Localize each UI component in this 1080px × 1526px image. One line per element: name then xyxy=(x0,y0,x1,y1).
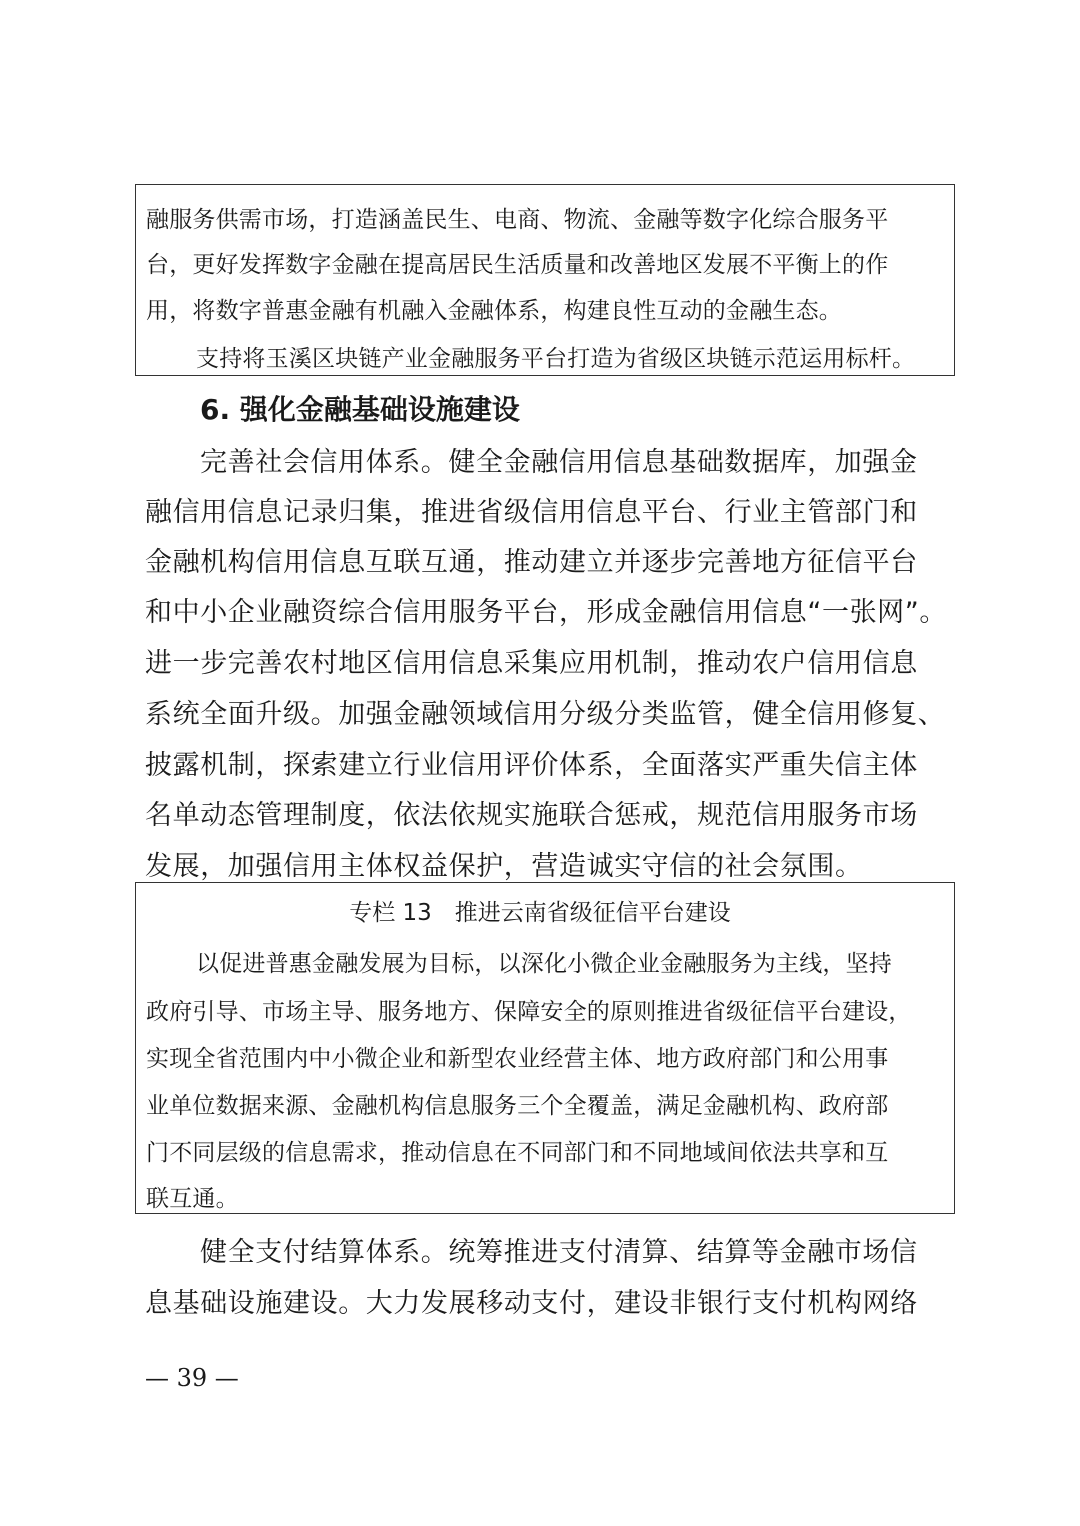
page-number: — 39 — xyxy=(145,1364,239,1392)
section-heading: 6. 强化金融基础设施建设 xyxy=(200,393,520,426)
box1-line-1: 融服务供需市场，打造涵盖民生、电商、物流、金融等数字化综合服务平 xyxy=(146,207,889,233)
paragraph1-line-7: 披露机制，探索建立行业信用评价体系，全面落实严重失信主体 xyxy=(145,750,918,781)
box1-line-3: 用，将数字普惠金融有机融入金融体系，构建良性互动的金融生态。 xyxy=(146,298,842,324)
paragraph1-line-8: 名单动态管理制度，依法依规实施联合惩戒，规范信用服务市场 xyxy=(145,800,918,831)
box2-line-4: 业单位数据来源、金融机构信息服务三个全覆盖，满足金融机构、政府部 xyxy=(146,1093,889,1119)
box2-line-2: 政府引导、市场主导、服务地方、保障安全的原则推进省级征信平台建设， xyxy=(146,999,912,1025)
paragraph1-line-1: 完善社会信用体系。健全金融信用信息基础数据库，加强金 xyxy=(200,447,918,478)
box1-line-2: 台，更好发挥数字金融在提高居民生活质量和改善地区发展不平衡上的作 xyxy=(146,252,889,278)
box1-line-4: 支持将玉溪区块链产业金融服务平台打造为省级区块链示范运用标杆。 xyxy=(196,346,916,372)
paragraph1-line-5: 进一步完善农村地区信用信息采集应用机制，推动农户信用信息 xyxy=(145,648,918,679)
box2-line-1: 以促进普惠金融发展为目标，以深化小微企业金融服务为主线，坚持 xyxy=(196,951,892,977)
box2-line-5: 门不同层级的信息需求，推动信息在不同部门和不同地域间依法共享和互 xyxy=(146,1140,889,1166)
special-column-13-title: 专栏 13 推进云南省级征信平台建设 xyxy=(349,900,731,926)
paragraph1-line-4: 和中小企业融资综合信用服务平台，形成金融信用信息“一张网”。 xyxy=(145,597,947,628)
paragraph1-line-6: 系统全面升级。加强金融领域信用分级分类监管，健全信用修复、 xyxy=(145,699,946,730)
paragraph1-line-2: 融信用信息记录归集，推进省级信用信息平台、行业主管部门和 xyxy=(145,497,918,528)
paragraph1-line-3: 金融机构信用信息互联互通，推动建立并逐步完善地方征信平台 xyxy=(145,547,918,578)
paragraph1-line-9: 发展，加强信用主体权益保护，营造诚实守信的社会氛围。 xyxy=(145,851,863,882)
paragraph2-line-1: 健全支付结算体系。统筹推进支付清算、结算等金融市场信 xyxy=(200,1237,918,1268)
box2-line-6: 联互通。 xyxy=(146,1186,239,1212)
paragraph2-line-2: 息基础设施建设。大力发展移动支付，建设非银行支付机构网络 xyxy=(145,1288,918,1319)
box2-line-3: 实现全省范围内中小微企业和新型农业经营主体、地方政府部门和公用事 xyxy=(146,1046,889,1072)
